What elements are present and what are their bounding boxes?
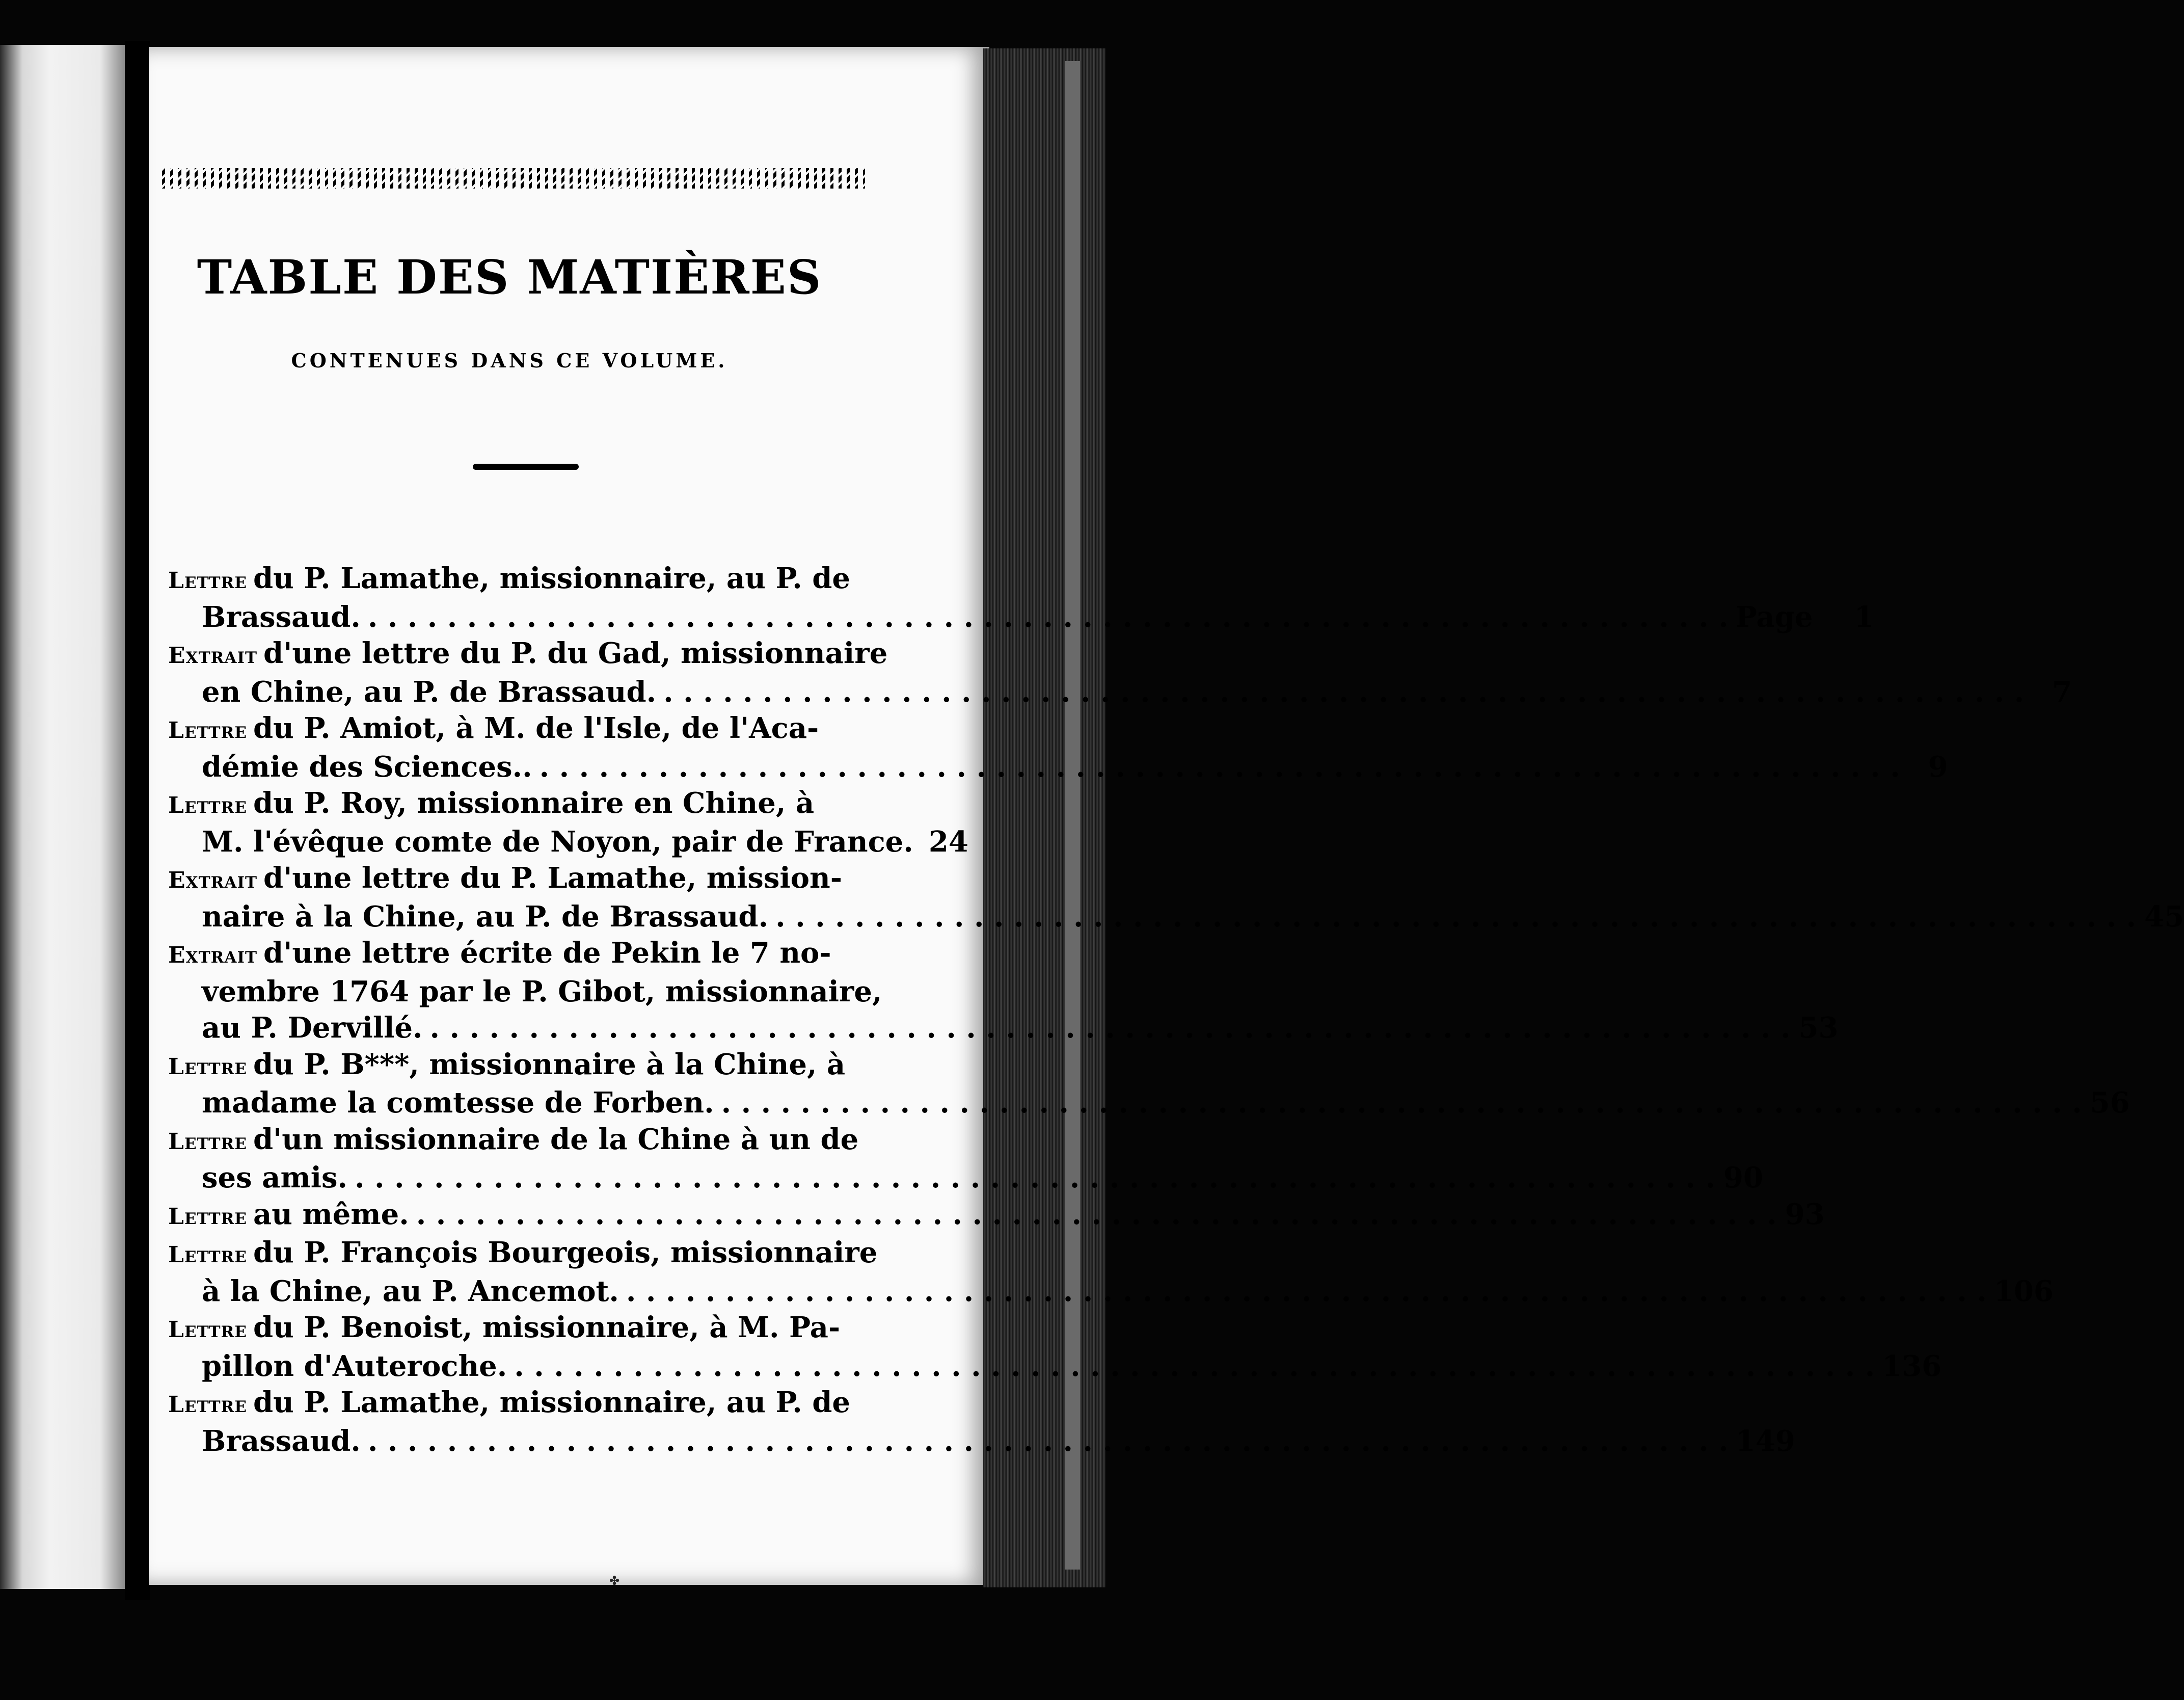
table-of-contents bbox=[168, 561, 2184, 1459]
book-gutter bbox=[125, 41, 150, 1600]
decorative-border bbox=[162, 168, 865, 189]
page-subtitle: CONTENUES DANS CE VOLUME. bbox=[291, 349, 728, 372]
leader-dots bbox=[430, 1010, 1791, 1047]
entry-text: d'une lettre du P. du Gad, missionnaire bbox=[263, 636, 888, 670]
page-number: 24 bbox=[928, 825, 968, 859]
page-number: 90 bbox=[1723, 1161, 1763, 1194]
entry-text: pillon d'Auteroche. bbox=[202, 1349, 507, 1383]
title-rule bbox=[473, 464, 579, 470]
entry-text: du P. François Bourgeois, missionnaire bbox=[253, 1236, 878, 1269]
toc-entry bbox=[168, 935, 1839, 1047]
page-number: 149 bbox=[1735, 1424, 1795, 1458]
toc-entry bbox=[168, 1122, 1763, 1197]
leader-dots bbox=[355, 1160, 1715, 1197]
entry-text: Brassaud. bbox=[202, 1424, 361, 1458]
entry-text: naire à la Chine, au P. de Brassaud. bbox=[202, 899, 769, 934]
entry-lead: Lettre bbox=[168, 1242, 247, 1268]
entry-text: d'une lettre écrite de Pekin le 7 no- bbox=[263, 936, 831, 970]
page-number: 7 bbox=[2052, 675, 2072, 709]
page-number: 93 bbox=[1785, 1197, 1825, 1231]
entry-lead: Extrait bbox=[168, 643, 258, 669]
toc-entry bbox=[168, 1197, 1825, 1235]
entry-text: d'une lettre du P. Lamathe, mission- bbox=[263, 861, 842, 895]
page-number: 1 bbox=[1854, 600, 1874, 634]
entry-lead: Lettre bbox=[168, 718, 247, 743]
page-title: TABLE DES MATIÈRES bbox=[197, 250, 822, 305]
toc-entry bbox=[168, 1235, 2054, 1310]
page-number: 136 bbox=[1882, 1349, 1942, 1383]
entry-text: du P. Amiot, à M. de l'Isle, de l'Aca- bbox=[253, 711, 819, 745]
toc-entry bbox=[168, 1047, 2130, 1122]
toc-entry bbox=[168, 1310, 1942, 1385]
page-number: 9 bbox=[1928, 750, 1948, 784]
entry-text: vembre 1764 par le P. Gibot, missionnaire, bbox=[202, 974, 882, 1008]
entry-text: du P. Lamathe, missionnaire, au P. de bbox=[253, 1386, 851, 1419]
leader-dots bbox=[540, 749, 1900, 786]
entry-text: du P. B***, missionnaire à la Chine, à bbox=[253, 1047, 846, 1081]
leader-dots bbox=[626, 1273, 1987, 1310]
entry-text: d'un missionnaire de la Chine à un de bbox=[253, 1122, 859, 1156]
entry-lead: Extrait bbox=[168, 942, 258, 968]
entry-lead: Lettre bbox=[168, 1053, 247, 1080]
page-number: 106 bbox=[1993, 1274, 2054, 1308]
entry-lead: Lettre bbox=[168, 568, 247, 594]
entry-lead: Extrait bbox=[168, 867, 258, 893]
entry-text: madame la comtesse de Forben. bbox=[202, 1086, 714, 1120]
entry-text: au P. Dervillé. bbox=[202, 1011, 423, 1045]
leader-dots bbox=[663, 674, 2024, 711]
entry-lead: Lettre bbox=[168, 1203, 247, 1230]
page-label: Page bbox=[1735, 600, 1813, 634]
entry-text: M. l'évêque comte de Noyon, pair de France. bbox=[202, 825, 913, 859]
entry-text: en Chine, au P. de Brassaud. bbox=[202, 675, 657, 709]
leader-dots bbox=[721, 1085, 2082, 1122]
toc-entry bbox=[168, 785, 968, 860]
toc-entry bbox=[168, 561, 1874, 635]
entry-text: ses amis. bbox=[202, 1161, 348, 1194]
toc-entry bbox=[168, 860, 2184, 935]
leader-dots bbox=[514, 1348, 1875, 1385]
print-speck: ✤ bbox=[609, 1574, 620, 1588]
toc-entry bbox=[168, 635, 2072, 710]
page-number: 53 bbox=[1798, 1011, 1839, 1045]
entry-text: du P. Benoist, missionnaire, à M. Pa- bbox=[253, 1311, 841, 1344]
toc-entry bbox=[168, 1385, 1795, 1459]
entry-text: au même. bbox=[253, 1197, 409, 1231]
leader-dots bbox=[775, 899, 2136, 936]
entry-lead: Lettre bbox=[168, 792, 247, 818]
entry-lead: Lettre bbox=[168, 1128, 247, 1155]
toc-entry bbox=[168, 710, 1948, 785]
page-number: 56 bbox=[2090, 1086, 2130, 1120]
entry-text: à la Chine, au P. Ancemot. bbox=[202, 1274, 619, 1308]
entry-text: démie des Sciences.. bbox=[202, 750, 532, 784]
leader-dots bbox=[368, 1423, 1729, 1460]
entry-text: du P. Lamathe, missionnaire, au P. de bbox=[253, 562, 851, 595]
entry-text: du P. Roy, missionnaire en Chine, à bbox=[253, 786, 815, 820]
page-number: 45 bbox=[2144, 899, 2184, 934]
page-stack-highlight bbox=[1065, 61, 1080, 1570]
facing-page-edge bbox=[0, 45, 125, 1589]
entry-lead: Lettre bbox=[168, 1317, 247, 1343]
leader-dots bbox=[416, 1197, 1777, 1233]
entry-text: Brassaud. bbox=[202, 600, 361, 634]
entry-lead: Lettre bbox=[168, 1392, 247, 1418]
leader-dots bbox=[368, 599, 1729, 636]
